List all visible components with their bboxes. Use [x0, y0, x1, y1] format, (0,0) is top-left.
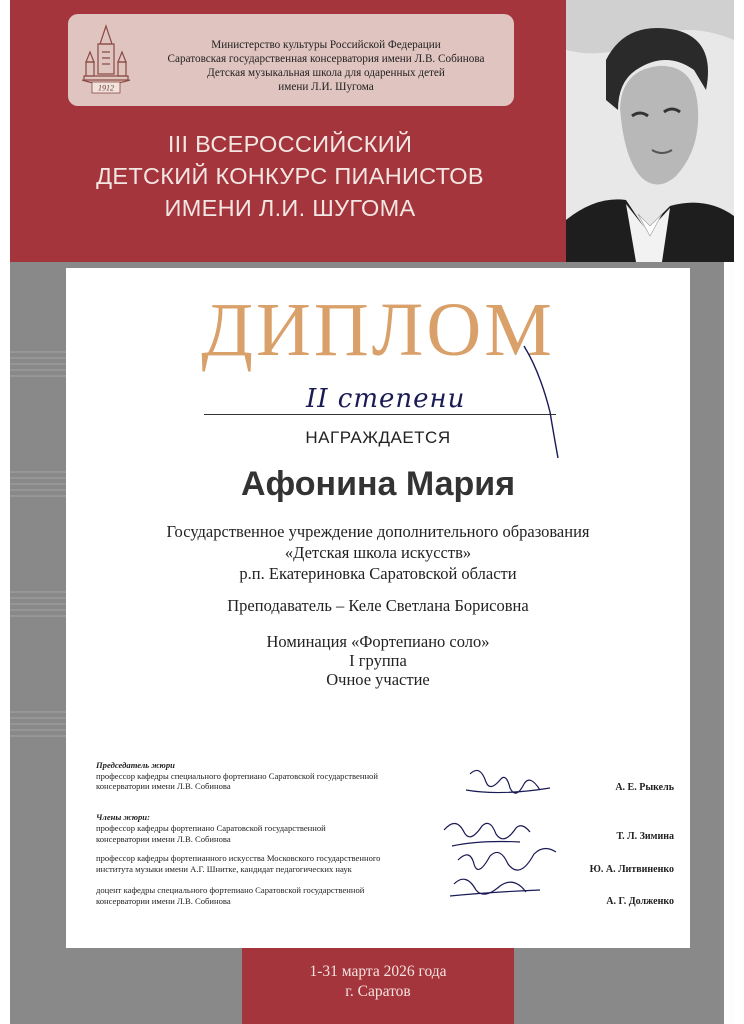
- event-dates: 1-31 марта 2026 года: [309, 963, 447, 980]
- jury-member-name: Ю. А. Литвиненко: [589, 864, 674, 875]
- jury-member: [96, 885, 364, 906]
- nomination-line: Номинация «Фортепиано соло»: [266, 632, 490, 651]
- organization-line: Детская музыкальная школа для одаренных детей: [207, 67, 445, 79]
- institution-line: «Детская школа искусств»: [284, 543, 472, 562]
- institution: [66, 521, 690, 584]
- jury-desc-line: профессор кафедры фортепиано Саратовской государственной: [96, 823, 326, 833]
- organization-line: Министерство культуры Российской Федерации: [211, 39, 441, 51]
- degree-underline: [204, 414, 556, 415]
- portrait-image-icon: [566, 0, 734, 262]
- event-city: г. Саратов: [345, 983, 411, 1000]
- contest-title: [50, 128, 530, 224]
- nomination-line: Очное участие: [326, 670, 430, 689]
- contest-title-line: ИМЕНИ Л.И. ШУГОМА: [164, 195, 416, 221]
- organization-line: имени Л.И. Шугома: [278, 81, 374, 93]
- jury-desc-line: консерватории имени Л.В. Собинова: [96, 833, 231, 844]
- organization-lines: [142, 38, 510, 94]
- awarded-label: НАГРАЖДАЕТСЯ: [305, 428, 451, 447]
- jury-desc-line: консерватории имени Л.В. Собинова: [96, 781, 231, 791]
- top-banner: [10, 0, 566, 262]
- jury-desc-line: доцент кафедры специального фортепиано Саратовской государственной: [96, 885, 365, 895]
- jury-desc-line: профессор кафедры специального фортепиано Саратовской государственной: [96, 770, 378, 781]
- contest-title-line: III ВСЕРОССИЙСКИЙ: [167, 131, 413, 157]
- diploma-title: ДИПЛОМ: [201, 288, 555, 372]
- jury-member-name: А. Г. Долженко: [606, 896, 674, 907]
- jury-member: [96, 823, 326, 844]
- jury-chair: [96, 760, 378, 792]
- jury-members-label-text: Члены жюри:: [96, 812, 150, 822]
- logo-year: 1912: [98, 83, 114, 93]
- diploma-sheet: [10, 0, 734, 1024]
- organization-line: Саратовская государственная консерватория имени Л.В. Собинова: [167, 53, 485, 65]
- jury-desc-line: профессор кафедры фортепианного искусства Московского государственного: [96, 853, 381, 863]
- jury-chair-label: Председатель жюри: [96, 760, 175, 770]
- conservatory-logo-icon: [78, 22, 134, 98]
- portrait-photo: [566, 0, 734, 262]
- recipient-name: Афонина Мария: [240, 465, 516, 503]
- institution-line: р.п. Екатериновка Саратовской области: [239, 564, 517, 583]
- sheet-music-texture-icon: [10, 262, 66, 1002]
- jury-member: [96, 853, 380, 874]
- teacher: Преподаватель – Келе Светлана Борисовна: [227, 596, 529, 615]
- jury-signatures-icon: [430, 760, 580, 920]
- organization-header: [68, 14, 514, 106]
- nomination: [66, 632, 690, 689]
- contest-title-line: ДЕТСКИЙ КОНКУРС ПИАНИСТОВ: [96, 163, 484, 189]
- jury-member-name: Т. Л. Зимина: [616, 831, 674, 842]
- jury-desc-line: института музыки имени А.Г. Шнитке, кандидат педагогических наук: [96, 863, 352, 874]
- degree-handwritten: II степени: [306, 384, 466, 414]
- institution-line: Государственное учреждение дополнительного образования: [166, 522, 590, 541]
- footer-text: [242, 962, 514, 1002]
- jury-chair-name: А. Е. Рыкель: [615, 782, 674, 793]
- jury-members-label: [96, 812, 150, 823]
- nomination-line: I группа: [349, 651, 407, 670]
- jury-desc-line: консерватории имени Л.В. Собинова: [96, 895, 231, 906]
